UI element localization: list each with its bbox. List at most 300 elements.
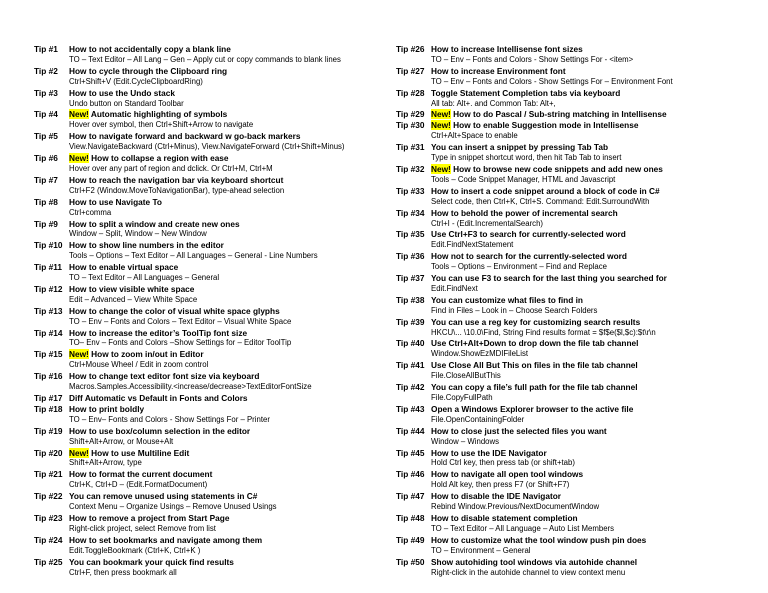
tip-number: Tip #12 [34,283,63,294]
tip-detail: TO – Env – Fonts and Colors – Text Editor – Visual White Space [69,316,292,326]
tip-item [396,448,751,470]
tip-body [69,328,372,350]
tip-detail: Window.ShowEzMDIFileList [431,349,529,359]
tip-item [396,186,751,208]
tip-number: Tip #49 [396,534,425,545]
tip-item [396,360,751,382]
new-badge: New! [69,447,89,458]
tip-body [431,535,751,557]
tip-item [34,88,372,110]
tip-number: Tip #19 [34,425,63,436]
tip-number: Tip #28 [396,87,425,98]
tip-title-line [69,557,372,568]
tip-detail: Hover over symbol, then Ctrl+Shift+Arrow to navigate [69,120,254,130]
tip-body [431,273,751,295]
tip-title-line [431,44,751,55]
tip-detail: Select code, then Ctrl+K, Ctrl+S. Command: Edit.SurroundWith [431,196,650,206]
tip-item [34,393,372,404]
tip-title: How to remove a project from Start Page [69,512,230,523]
tip-title-line [69,491,372,502]
tip-body [69,557,372,579]
tip-body [69,404,372,426]
tip-body [69,262,372,284]
new-badge: New! [431,163,451,174]
tip-body [431,338,751,360]
tip-detail: TO – Text Editor – All Lang – Gen – Apply cut or copy commands to blank lines [69,54,341,64]
tip-detail: Edit.ToggleBookmark (Ctrl+K, Ctrl+K ) [69,545,201,555]
tip-body [431,426,751,448]
tip-title: How to browse new code snippets and add new ones [453,163,663,174]
tip-title: Toggle Statement Completion tabs via keyboard [431,87,621,98]
tip-item [396,120,751,142]
tip-title: How to change text editor font size via keyboard [69,371,260,382]
tip-title-line [431,109,751,120]
tip-detail: Hold Alt key, then press F7 (or Shift+F7) [431,480,570,490]
tip-title-line [431,273,751,284]
tip-detail: TO – Environment – General [431,545,531,555]
tip-title-line [431,295,751,306]
tip-body [69,448,372,470]
tip-number: Tip #6 [34,153,58,164]
tip-item [34,328,372,350]
tip-body [431,208,751,230]
tip-detail: Ctrl+Shift+V (Edit.CycleClipboardRing) [69,76,203,86]
new-badge: New! [69,349,89,360]
tip-number: Tip #32 [396,163,425,174]
tip-detail: Hover over any part of region and dclick. Or Ctrl+M, Ctrl+M [69,163,273,173]
tip-number: Tip #13 [34,305,63,316]
tip-detail: Ctrl+I - (Edit.IncrementalSearch) [431,218,544,228]
tip-number: Tip #35 [396,229,425,240]
tip-item [396,295,751,317]
tip-item [396,491,751,513]
tip-detail: Right-click project, select Remove from list [69,523,216,533]
tip-item [34,469,372,491]
tip-detail: TO – Env – Fonts and Colors - Show Settings For - <item> [431,54,634,64]
tip-item [396,426,751,448]
tip-number: Tip #7 [34,174,58,185]
tip-item [396,338,751,360]
tip-detail: View.NavigateBackward (Ctrl+Minus), View.NavigateForward (Ctrl+Shift+Minus) [69,142,345,152]
tip-title-line [69,328,372,339]
tip-body [431,404,751,426]
tip-item [396,557,751,579]
tip-title-line [69,349,372,360]
tip-detail: File.CloseAllButThis [431,371,501,381]
tip-detail: Ctrl+comma [69,207,112,217]
tip-body [431,164,751,186]
tip-number: Tip #50 [396,556,425,567]
tip-item [34,491,372,513]
tip-body [69,535,372,557]
tip-title: How to zoom in/out in Editor [91,349,204,360]
tip-body [431,66,751,88]
tip-detail: Right-click in the autohide channel to view context menu [431,567,626,577]
tip-title-line [69,109,372,120]
tip-number: Tip #1 [34,44,58,54]
tip-detail: Shift+Alt+Arrow, or Mouse+Alt [69,436,174,446]
tip-number: Tip #41 [396,360,425,371]
tip-number: Tip #10 [34,240,63,251]
tip-detail: Context Menu – Organize Usings – Remove Unused Usings [69,502,277,512]
tip-title: How to split a window and create new ones [69,218,240,229]
tip-detail: Ctrl+F2 (Window.MoveToNavigationBar), type-ahead selection [69,185,285,195]
tip-number: Tip #17 [34,393,63,403]
new-badge: New! [431,109,451,120]
tip-number: Tip #46 [396,469,425,480]
tip-body [431,120,751,142]
tip-item [396,469,751,491]
tip-number: Tip #15 [34,349,63,360]
tip-title-line [431,229,751,240]
tip-item [396,273,751,295]
tip-body [431,295,751,317]
tip-item [34,448,372,470]
tip-number: Tip #45 [396,447,425,458]
new-badge: New! [69,153,89,164]
tip-item [396,44,751,66]
tip-title-line [431,208,751,219]
tip-detail: Shift+Alt+Arrow, type [69,458,142,468]
tip-item [34,349,372,371]
tip-item [396,382,751,404]
tip-title-line [431,88,751,99]
tip-title: How to collapse a region with ease [91,153,229,164]
tip-detail: Edit.FindNext [431,283,478,293]
tip-detail: Ctrl+F, then press bookmark all [69,567,177,577]
tip-number: Tip #11 [34,262,62,273]
tip-number: Tip #39 [396,316,425,327]
tip-detail: Window – Split, Window – New Window [69,229,207,239]
tip-item [396,535,751,557]
tip-body [431,186,751,208]
tip-detail: TO – Env – Fonts and Colors - Show Settings For – Environment Font [431,76,673,86]
tip-title: You can copy a file’s full path for the file tab channel [431,382,638,393]
tip-body [69,426,372,448]
tip-title-line [69,153,372,164]
tip-body [431,142,751,164]
tip-title-line [431,404,751,415]
tip-item [396,229,751,251]
tip-title: Use Ctrl+F3 to search for currently-selected word [431,229,626,240]
tip-body [69,197,372,219]
tip-body [69,306,372,328]
tip-item [34,44,372,66]
tip-body [431,491,751,513]
tip-title-line [69,197,372,208]
tip-number: Tip #5 [34,131,58,142]
tip-item [396,251,751,273]
tip-number: Tip #47 [396,491,425,502]
tip-title: You can insert a snippet by pressing Tab Tab [431,142,609,153]
tip-detail: Macros.Samples.Accessibility.<increase/decrease>TextEditorFontSize [69,382,312,392]
tip-detail: Rebind Window.Previous/NextDocumentWindow [431,502,600,512]
tip-body [69,175,372,197]
tip-title: How to enable Suggestion mode in Intellisense [453,120,639,131]
tip-detail: Tools – Code Snippet Manager, HTML and Javascript [431,174,616,184]
tip-body [69,349,372,371]
tip-body [69,393,372,404]
tip-detail: TO – Text Editor – All Language – Auto List Members [431,523,615,533]
tip-title: How to close just the selected files you want [431,425,607,436]
tip-title: How to use the IDE Navigator [431,447,547,458]
tip-number: Tip #22 [34,491,63,502]
tip-title: How to behold the power of incremental search [431,207,618,218]
tip-title: How to customize what the tool window push pin does [431,534,647,545]
tip-title: How to change the color of visual white space glyphs [69,305,280,316]
tip-title-line [431,448,751,459]
tip-item [34,262,372,284]
tip-title: Show autohiding tool windows via autohide channel [431,556,638,567]
tip-number: Tip #31 [396,142,425,153]
tip-item [34,240,372,262]
tip-title-line [69,535,372,546]
tip-detail: Find in Files – Look in – Choose Search Folders [431,305,598,315]
tip-item [34,131,372,153]
tip-body [431,251,751,273]
tip-title: How to format the current document [69,469,213,480]
tip-title: How to reach the navigation bar via keyboard shortcut [69,174,284,185]
tip-body [431,360,751,382]
tip-number: Tip #25 [34,556,63,567]
tip-body [431,44,751,66]
tip-detail: Undo button on Standard Toolbar [69,98,184,108]
tip-item [34,513,372,535]
tip-body [431,317,751,339]
tip-item [34,197,372,219]
tip-title-line [69,306,372,317]
tip-title: How to cycle through the Clipboard ring [69,65,228,76]
tip-number: Tip #26 [396,44,425,54]
tip-body [69,491,372,513]
tip-detail: HKCU\... \10.0\Find, String Find results format = $f$e($l,$c):$t\r\n [431,327,656,337]
tip-body [431,448,751,470]
tip-title: How to insert a code snippet around a block of code in C# [431,185,660,196]
tip-title-line [431,469,751,480]
tip-title-line [431,66,751,77]
tip-detail: Tools – Options – Text Editor – All Languages – General - Line Numbers [69,251,318,261]
tip-item [34,66,372,88]
tip-item [34,219,372,241]
tip-item [34,153,372,175]
tip-number: Tip #37 [396,273,425,284]
tip-title-line [69,66,372,77]
tip-title-line [431,164,751,175]
tip-title: Diff Automatic vs Default in Fonts and Colors [69,393,248,403]
tip-item [396,208,751,230]
tip-number: Tip #48 [396,512,425,523]
tip-number: Tip #4 [34,109,58,120]
tip-body [69,371,372,393]
tip-title: How to navigate all open tool windows [431,469,584,480]
tip-title-line [69,393,372,404]
tip-detail: Edit – Advanced – View White Space [69,294,198,304]
tip-detail: All tab: Alt+. and Common Tab: Alt+, [431,98,556,108]
tip-title-line [431,557,751,568]
tip-title-line [431,120,751,131]
tip-title-line [69,469,372,480]
tip-body [69,469,372,491]
tip-title: Automatic highlighting of symbols [90,109,228,120]
tip-title-line [431,251,751,262]
tip-title-line [69,426,372,437]
tip-item [34,175,372,197]
tip-number: Tip #27 [396,65,425,76]
tip-number: Tip #29 [396,109,425,120]
tip-title-line [431,426,751,437]
tip-number: Tip #24 [34,534,63,545]
tip-title-line [431,382,751,393]
tip-title-line [431,142,751,153]
tip-title-line [69,448,372,459]
tip-title: How to enable virtual space [69,262,179,273]
tip-title: How to set bookmarks and navigate among them [69,534,263,545]
tip-title: Use Close All But This on files in the file tab channel [431,360,638,371]
tip-body [69,240,372,262]
tip-title: How to use Navigate To [69,196,162,207]
tip-item [34,284,372,306]
tip-body [69,513,372,535]
tip-body [69,131,372,153]
tip-detail: Hold Ctrl key, then press tab (or shift+tab) [431,458,575,468]
tip-title-line [69,44,372,55]
tip-item [396,513,751,535]
right-tips-column [396,44,751,578]
tip-number: Tip #18 [34,403,63,414]
tip-item [396,317,751,339]
tip-body [69,153,372,175]
tip-title: How to use box/column selection in the editor [69,425,251,436]
tip-detail: TO – Text Editor – All Languages – General [69,273,220,283]
tip-item [34,535,372,557]
tip-title-line [69,284,372,295]
tip-item [396,164,751,186]
tip-title-line [69,513,372,524]
tip-title: How not to search for the currently-selected word [431,251,627,262]
tip-title-line [69,219,372,230]
tip-title: How to navigate forward and backward w go-back markers [69,131,301,142]
tip-number: Tip #2 [34,65,58,76]
tip-title: How to not accidentally copy a blank line [69,44,231,54]
tip-number: Tip #38 [396,294,425,305]
tip-title: How to view visible white space [69,283,195,294]
new-badge: New! [431,120,451,131]
tip-title: How to disable statement completion [431,512,578,523]
tip-title-line [431,317,751,328]
tip-detail: TO– Env – Fonts and Colors –Show Settings for – Editor ToolTip [69,338,292,348]
tip-item [34,557,372,579]
tip-title: How to use the Undo stack [69,87,176,98]
tip-number: Tip #23 [34,512,63,523]
left-tips-column [34,44,372,578]
tip-number: Tip #36 [396,251,425,262]
tip-item [396,109,751,120]
tip-title-line [431,360,751,371]
tip-title-line [431,186,751,197]
tip-title-line [431,513,751,524]
tip-number: Tip #8 [34,196,58,207]
tip-body [431,513,751,535]
tip-number: Tip #9 [34,218,58,229]
tip-title-line [431,338,751,349]
tip-detail: Type in snippet shortcut word, then hit Tab Tab to insert [431,153,622,163]
tip-title-line [69,404,372,415]
tip-title: Open a Windows Explorer browser to the active file [431,403,634,414]
tip-body [69,219,372,241]
tip-title: How to increase Environment font [431,65,566,76]
tip-title-line [69,371,372,382]
tip-body [431,469,751,491]
tip-body [431,229,751,251]
tip-detail: File.CopyFullPath [431,393,493,402]
tip-body [431,557,751,579]
tip-body [431,88,751,110]
tip-title-line [431,535,751,546]
tip-title: Use Ctrl+Alt+Down to drop down the file tab channel [431,338,639,349]
tip-detail: Tools – Options – Environment – Find and Replace [431,262,607,272]
tip-detail: Ctrl+K, Ctrl+D – (Edit.FormatDocument) [69,480,208,490]
tip-title-line [69,131,372,142]
tip-body [69,284,372,306]
tip-number: Tip #20 [34,447,63,458]
tip-title: You can remove unused using statements in C# [69,491,258,502]
tip-item [34,404,372,426]
tip-detail: Edit.FindNextStatement [431,240,514,250]
tip-detail: File.OpenContainingFolder [431,414,525,424]
tip-number: Tip #34 [396,207,425,218]
tip-number: Tip #44 [396,425,425,436]
tip-number: Tip #16 [34,371,63,382]
tip-detail: TO – Env– Fonts and Colors - Show Settings For – Printer [69,414,270,424]
tip-body [431,109,751,120]
tip-item [396,404,751,426]
tip-number: Tip #3 [34,87,58,98]
tip-title: How to disable the IDE Navigator [431,491,562,502]
tip-title-line [69,88,372,99]
tip-title-line [431,491,751,502]
tip-title: You can bookmark your quick find results [69,556,234,567]
tip-body [69,109,372,131]
tip-title: You can customize what files to find in [431,294,583,305]
tip-item [396,66,751,88]
new-badge: New! [69,109,89,120]
tip-number: Tip #42 [396,382,425,393]
tip-item [34,371,372,393]
tip-number: Tip #14 [34,327,63,338]
tip-number: Tip #43 [396,403,425,414]
tip-title-line [69,175,372,186]
tip-body [69,88,372,110]
tip-number: Tip #30 [396,120,425,131]
tip-number: Tip #33 [396,185,425,196]
tip-item [396,142,751,164]
tip-title: How to print boldly [69,403,145,414]
tip-item [396,88,751,110]
tip-body [431,382,751,404]
tip-body [69,44,372,66]
tip-item [34,426,372,448]
tip-title: You can use a reg key for customizing search results [431,316,641,327]
tip-detail: Ctrl+Alt+Space to enable [431,131,518,141]
tip-number: Tip #21 [34,469,63,480]
tip-title: How to use Multiline Edit [91,447,190,458]
tip-title: How to increase the editor’s ToolTip font size [69,327,248,338]
tip-title-line [69,240,372,251]
tip-detail: Ctrl+Mouse Wheel / Edit in zoom control [69,360,209,370]
tip-number: Tip #40 [396,338,425,349]
tip-title: How to do Pascal / Sub-string matching in Intellisense [453,109,667,120]
tip-item [34,109,372,131]
